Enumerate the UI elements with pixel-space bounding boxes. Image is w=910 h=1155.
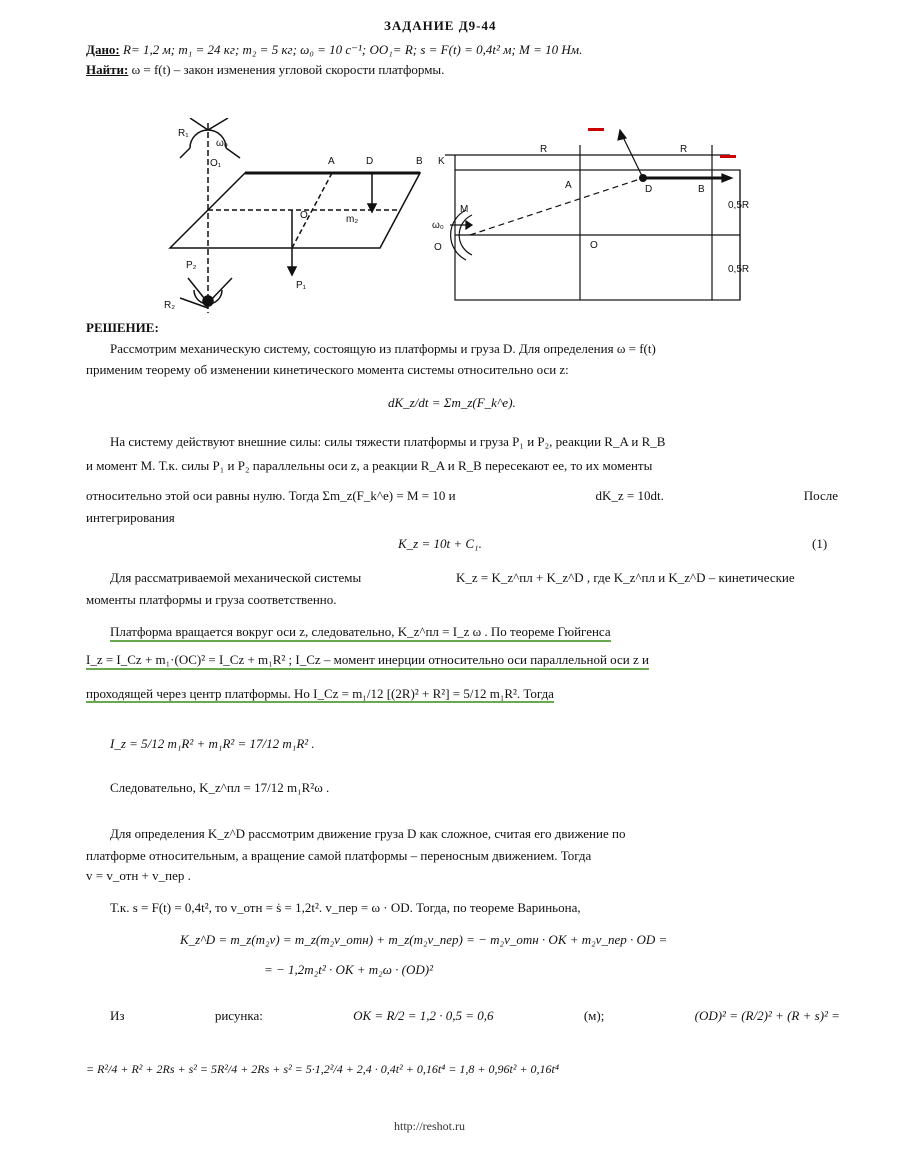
- solution-p10: I_z = I_Cz + m₁·(OC)² = I_Cz + m₁R² ; I_Cz – момент инерции относительно оси параллельной оси z и: [86, 652, 649, 670]
- solution-p5-c: После: [803, 488, 838, 503]
- label-a-right: A: [565, 180, 572, 191]
- solution-p2: применим теорему об изменении кинетического момента системы относительно оси z:: [86, 362, 569, 377]
- solution-p8: моменты платформы и груза соответственно.: [86, 592, 337, 607]
- solution-p9: Платформа вращается вокруг оси z, следовательно, K_z^пл = I_z ω . По теореме Гюйгенса: [110, 624, 611, 642]
- equation-1: dK_z/dt = Σm_z(F_k^e).: [388, 395, 516, 410]
- solution-p7-b: K_z = K_z^пл + K_z^D , где K_z^пл и K_z^D – кинетические: [456, 570, 795, 585]
- solution-p1: Рассмотрим механическую систему, состоящую из платформы и груза D. Для определения ω = f(t): [110, 341, 656, 356]
- label-p1: P₁: [296, 280, 307, 291]
- label-o-right: O: [434, 242, 442, 253]
- solution-p5: [86, 488, 838, 504]
- label-r-top-1: R: [540, 144, 548, 155]
- label-half-r-2: 0,5R: [728, 264, 750, 275]
- solution-p14: платформе относительным, а вращение самой платформы – переносным движением. Тогда: [86, 848, 592, 863]
- equation-4: K_z^D = m_z(m₂v) = m_z(m₂v_отн) + m_z(m₂v_пер) = − m₂v_отн · OK + m₂v_пер · OD =: [180, 932, 668, 947]
- solution-p4: и момент M. Т.к. силы P₁ и P₂ параллельны оси z, а реакции R_A и R_B пересекают ее, то их моменты: [86, 458, 653, 473]
- solution-p5-b: dK_z = 10dt.: [595, 488, 664, 503]
- platform-3d-figure: [150, 118, 430, 318]
- footer-url: http://reshot.ru: [394, 1119, 465, 1133]
- label-o1: O₁: [210, 158, 222, 169]
- solution-p5-a: относительно этой оси равны нулю. Тогда Σm_z(F_k^e) = M = 10 и: [86, 488, 456, 503]
- equation-3: I_z = 5/12 m₁R² + m₁R² = 17/12 m₁R² .: [110, 736, 315, 751]
- label-o-left: O: [300, 210, 308, 221]
- platform-top-view-figure: [430, 100, 760, 305]
- equation-2: K_z = 10t + C₁.: [398, 536, 482, 551]
- solution-p17-a: Из: [110, 1008, 125, 1023]
- label-omega0-right: ω₀: [432, 220, 444, 231]
- label-b-right: B: [698, 184, 705, 195]
- label-d: D: [366, 156, 374, 167]
- solution-p12: Следовательно, K_z^пл = 17/12 m₁R²ω .: [110, 780, 330, 795]
- given-line: [86, 42, 582, 58]
- solution-p3: На систему действуют внешние силы: силы тяжести платформы и груза P₁ и P₂, реакции R_A и R_B: [110, 434, 666, 449]
- find-label: Найти:: [86, 62, 129, 77]
- solution-p17: [110, 1008, 840, 1024]
- given-text: R= 1,2 м; m₁ = 24 кг; m₂ = 5 кг; ω₀ = 10 с⁻¹; OO₁= R; s = F(t) = 0,4t² м; M = 10 Нм.: [123, 42, 583, 57]
- label-m2: m₂: [346, 214, 359, 225]
- solution-p17-b: рисунка:: [214, 1008, 263, 1023]
- label-b: B: [416, 156, 423, 167]
- solution-p16: Т.к. s = F(t) = 0,4t², то v_отн = ṡ = 1,2t². v_пер = ω · OD. Тогда, по теореме Вариньона,: [110, 900, 581, 915]
- label-omega0: ω₀: [216, 138, 228, 149]
- label-r2: R₂: [164, 300, 176, 311]
- find-line: [86, 62, 444, 78]
- label-r1: R₁: [178, 128, 189, 139]
- label-d-right: D: [645, 184, 653, 195]
- label-o-center: O: [590, 240, 598, 251]
- equation-2-number: (1): [812, 536, 828, 551]
- page-title: ЗАДАНИЕ Д9-44: [384, 18, 497, 33]
- given-label: Дано:: [86, 42, 120, 57]
- equation-6: = R²/4 + R² + 2Rs + s² = 5R²/4 + 2Rs + s² = 5·1,2²/4 + 2,4 · 0,4t² + 0,16t⁴ = 1,8 + 0,96t² + 0,16t⁴: [86, 1062, 560, 1076]
- label-half-r-1: 0,5R: [728, 200, 750, 211]
- solution-p11-text: проходящей через центр платформы. Но I_Cz = m₁/12 [(2R)² + R²] = 5/12 m₁R². Тогда: [86, 686, 554, 701]
- equation-5: = − 1,2m₂t² · OK + m₂ω · (OD)²: [264, 962, 433, 977]
- find-text: ω = f(t) – закон изменения угловой скорости платформы.: [131, 62, 445, 77]
- solution-p17-c: OK = R/2 = 1,2 · 0,5 = 0,6: [353, 1008, 494, 1023]
- label-p2: P₂: [186, 260, 197, 271]
- solution-p17-e: (OD)² = (R/2)² + (R + s)² =: [694, 1008, 840, 1023]
- solution-p11: [86, 686, 554, 702]
- solution-p13: Для определения K_z^D рассмотрим движение груза D как сложное, считая его движение по: [110, 826, 626, 841]
- label-r-top-2: R: [680, 144, 688, 155]
- solution-heading: РЕШЕНИЕ:: [86, 320, 159, 335]
- label-k: K: [438, 156, 445, 167]
- label-a: A: [328, 156, 335, 167]
- solution-p7-a: Для рассматриваемой механической системы: [110, 570, 362, 585]
- solution-p15: v = v_отн + v_пер .: [86, 868, 191, 883]
- solution-p6: интегрирования: [86, 510, 175, 525]
- label-m: M: [460, 204, 469, 215]
- solution-p17-d: (м);: [583, 1008, 605, 1023]
